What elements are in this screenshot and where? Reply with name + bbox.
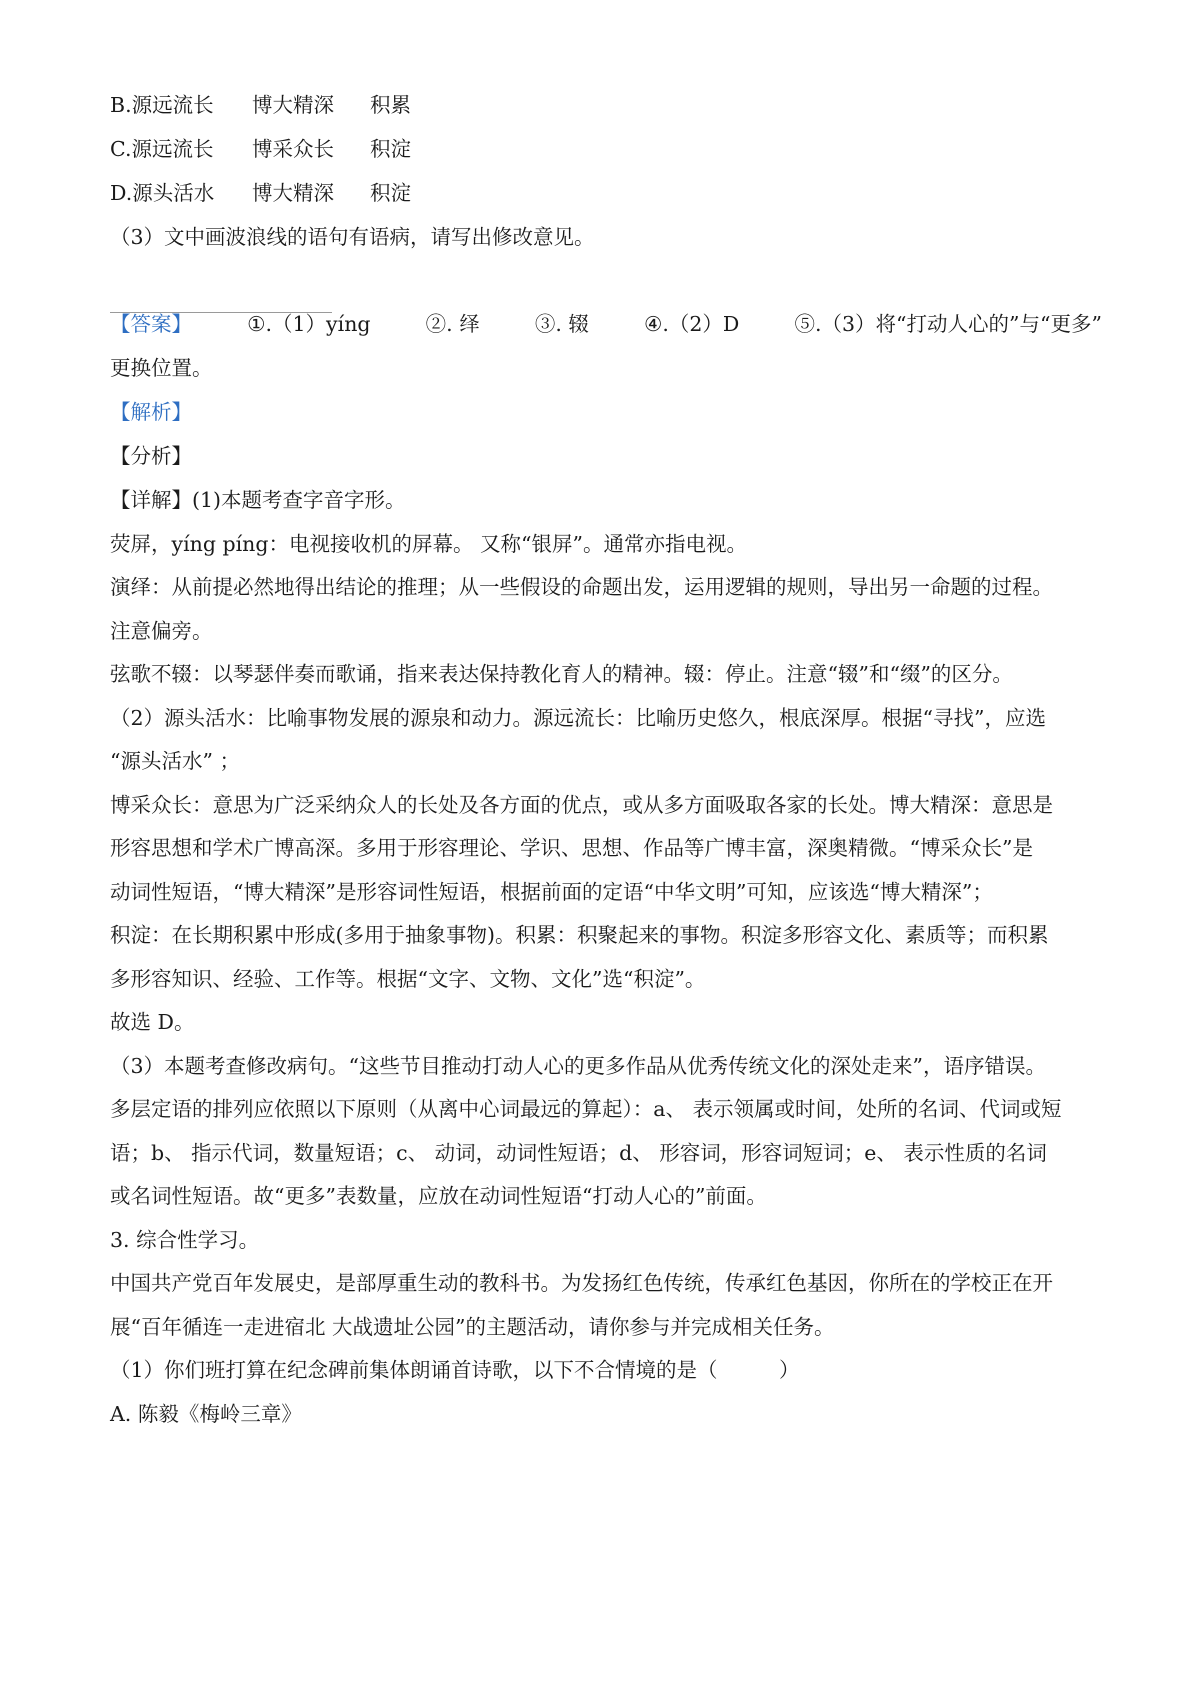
paragraph-line: 展“百年循连一走进宿北 大战遗址公园”的主题活动，请你参与并完成相关任务。 [110, 1315, 835, 1339]
option-c: C.源远流长 博采众长 积淀 [110, 137, 411, 161]
detail-heading [110, 485, 1102, 515]
paragraph-line: 演绎：从前提必然地得出结论的推理；从一些假设的命题出发，运用逻辑的规则，导出另一命题的过程。 [110, 575, 1053, 599]
paragraph-line: 或名词性短语。故“更多”表数量，应放在动词性短语“打动人心的”前面。 [110, 1184, 767, 1208]
answer-item-1: ①.（1）yíng [247, 312, 371, 336]
answer-item-3: ③. 辍 [534, 312, 589, 336]
paragraph-line: 动词性短语，“博大精深”是形容词性短语，根据前面的定语“中华文明”可知，应该选“博大精深”； [110, 880, 993, 904]
detail-label: 【详解】 [110, 488, 192, 512]
detail-intro: (1)本题考查字音字形。 [192, 488, 406, 512]
option-d: D.源头活水 博大精深 积淀 [110, 181, 411, 205]
paragraph-line: 多形容知识、经验、工作等。根据“文字、文物、文化”选“积淀”。 [110, 967, 706, 991]
answer-item-4: ④.（2）D [644, 312, 740, 336]
option-b: B.源远流长 博大精深 积累 [110, 93, 411, 117]
question-line: （1）你们班打算在纪念碑前集体朗诵首诗歌，以下不合情境的是（ ） [110, 1358, 800, 1382]
answer-continuation: 更换位置。 [110, 356, 213, 380]
paragraph-line: 注意偏旁。 [110, 619, 213, 643]
fenxi-label: 【分析】 [110, 444, 192, 468]
paragraph-line: 多层定语的排列应依照以下原则（从离中心词最远的算起）：a、 表示领属或时间，处所的名词、代词或短 [110, 1097, 1062, 1121]
paragraph-line: 故选 D。 [110, 1010, 195, 1034]
paragraph-line: 语；b、 指示代词，数量短语；c、 动词，动词性短语；d、 形容词，形容词短词；e、 表示性质的名词 [110, 1141, 1047, 1165]
paragraph-line: （2）源头活水：比喻事物发展的源泉和动力。源远流长：比喻历史悠久，根底深厚。根据“寻找”，应选 [110, 706, 1047, 730]
answer-item-2: ②. 绎 [425, 312, 480, 336]
paragraph-line: 形容思想和学术广博高深。多用于形容理论、学识、思想、作品等广博丰富，深奥精微。“博采众长”是 [110, 836, 1033, 860]
paragraph-line: （3）本题考查修改病句。“这些节目推动打动人心的更多作品从优秀传统文化的深处走来”，语序错误。 [110, 1054, 1047, 1078]
paragraph-line: 积淀：在长期积累中形成(多用于抽象事物)。积累：积聚起来的事物。积淀多形容文化、素质等；而积累 [110, 923, 1049, 947]
option-a: A. 陈毅《梅岭三章》 [110, 1402, 302, 1426]
paragraph-line: 荧屏，yíng píng：电视接收机的屏幕。 又称“银屏”。通常亦指电视。 [110, 532, 747, 556]
paragraph-line: 中国共产党百年发展史，是部厚重生动的教科书。为发扬红色传统，传承红色基因，你所在的学校正在开 [110, 1271, 1053, 1295]
paragraph-line: 弦歌不辍：以琴瑟伴奏而歌诵，指来表达保持教化育人的精神。辍：停止。注意“辍”和“缀”的区分。 [110, 662, 1013, 686]
answer-line [110, 309, 1102, 339]
answer-label: 【答案】 [110, 312, 192, 336]
paragraph-line: 博采众长：意思为广泛采纳众人的长处及各方面的优点，或从多方面吸取各家的长处。博大精深：意思是 [110, 793, 1053, 817]
analysis-label: 【解析】 [110, 400, 192, 424]
question-3-prompt: （3）文中画波浪线的语句有语病，请写出修改意见。 [110, 225, 595, 249]
answer-item-5: ⑤.（3）将“打动人心的”与“更多” [794, 312, 1102, 336]
section-3-heading: 3. 综合性学习。 [110, 1228, 260, 1252]
paragraph-line: “源头活水” ； [110, 749, 240, 773]
